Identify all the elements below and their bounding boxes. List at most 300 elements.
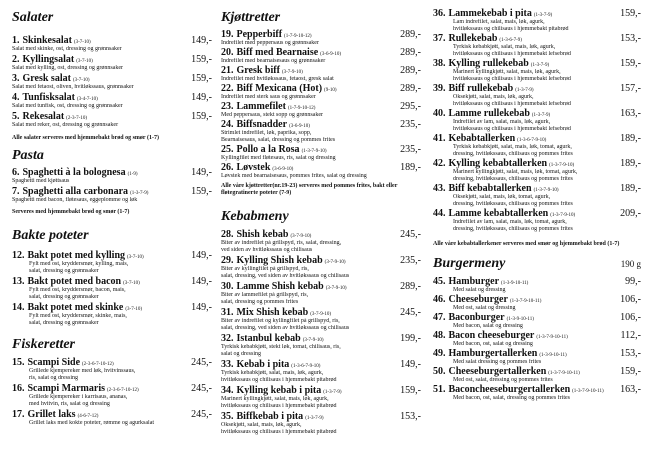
item-name: Lamme kebabtallerken xyxy=(448,208,549,219)
item-name: Bakt potet med kylling xyxy=(27,250,126,261)
item-number: 51. xyxy=(433,384,446,395)
item-codes: (2-3-6-7-10-12) xyxy=(82,362,114,367)
item-name: Pepperbiff xyxy=(236,29,283,40)
item-name: Gresk biff xyxy=(236,65,280,76)
item-description: Fylt med ost, kryddersmør, bacon, mais, xyxy=(29,287,126,293)
item-description: Med salat og dressing xyxy=(453,287,506,293)
menu-column-3 xyxy=(433,8,641,402)
item-codes: (1-3-7-9-10) xyxy=(549,163,575,168)
section-note: Serveres med hjemmebakt brød og smør (1-7) xyxy=(12,209,130,215)
item-codes: (3-6-9-10) xyxy=(320,52,341,57)
menu-item xyxy=(221,359,421,384)
item-name: Tunfisksalat xyxy=(22,92,75,103)
item-number: 50. xyxy=(433,366,446,377)
menu-item xyxy=(433,348,641,366)
item-number: 44. xyxy=(433,208,446,219)
item-name: Baconcheeseburgertallerken xyxy=(448,384,571,395)
item-name: Kylling rullekebab xyxy=(448,58,529,69)
item-codes: (3-7-9-10) xyxy=(325,286,347,291)
item-name: Grillet laks xyxy=(27,409,76,420)
item-description: Fylt med ost, kryddersmør, kylling, mais, xyxy=(29,261,129,267)
item-price: 159,- xyxy=(191,73,212,84)
item-codes: (3-4-7-10) xyxy=(76,97,98,102)
item-codes: (1-3-7-9-10) xyxy=(301,149,327,154)
item-price: 295,- xyxy=(400,101,421,112)
item-description: Tyrkisk kebabkjøtt, salat, mais, løk, tomat, agurk, xyxy=(453,144,572,150)
item-description: salat, dressing og grønnsaker xyxy=(29,294,99,300)
item-description: Oksekjøtt, salat, mais, løk, tomat, agurk, xyxy=(453,194,551,200)
item-number: 33. xyxy=(221,359,234,370)
item-price: 159,- xyxy=(400,385,421,396)
menu-item xyxy=(433,384,641,402)
menu-item xyxy=(433,83,641,108)
section-title-kjottretter: Kjøttretter xyxy=(221,10,281,25)
menu-item xyxy=(12,73,212,91)
menu-item xyxy=(221,47,421,65)
menu-item xyxy=(221,307,421,332)
menu-item xyxy=(433,133,641,158)
item-price: 159,- xyxy=(620,366,641,377)
item-description: hvitløkssaus og chilisaus i hjemmebakt pitabrød xyxy=(453,26,569,32)
item-description: Indrefilet med peppersaus og grønnsaker xyxy=(221,40,319,46)
section-title-kebabmeny: Kebabmeny xyxy=(221,209,289,224)
item-price: 289,- xyxy=(400,83,421,94)
item-number: 46. xyxy=(433,294,446,305)
item-price: 159,- xyxy=(191,186,212,197)
item-number: 20. xyxy=(221,47,234,58)
item-name: Biff med Bearnaise xyxy=(236,47,319,58)
item-description: Med bacon, salat og dressing xyxy=(453,323,523,329)
menu-item xyxy=(433,294,641,312)
item-description: Løvstek med bearnaisesaus, pommes frites, salat og dressing xyxy=(221,173,367,179)
burger-heading-row xyxy=(433,256,641,272)
item-description: Spaghetti med bacon, fløtesaus, eggeplomme og løk xyxy=(12,197,138,203)
item-description: Grillede kjempereker med løk, hvitvinssaus, xyxy=(29,368,136,374)
item-codes: (1-9) xyxy=(127,172,138,177)
item-codes: (1-3-7-9-10) xyxy=(550,213,576,218)
item-description: hvitløkssaus og chilisaus i hjemmebakt pitabrød xyxy=(221,429,337,435)
item-description: dressing, hvitløkssaus, chilisaus og pommes frites xyxy=(453,201,573,207)
item-name: Løvstek xyxy=(236,162,271,173)
item-name: Spaghetti alla carbonara xyxy=(22,186,129,197)
item-number: 26. xyxy=(221,162,234,173)
item-price: 149,- xyxy=(191,167,212,178)
item-number: 48. xyxy=(433,330,446,341)
item-name: Bacon cheeseburger xyxy=(448,330,535,341)
item-price: 199,- xyxy=(400,333,421,344)
item-description: Spaghetti med kjøttsaus xyxy=(12,178,70,184)
item-number: 12. xyxy=(12,250,25,261)
item-description: Fylt med ost, kryddersmør, skinke, mais, xyxy=(29,313,127,319)
menu-item xyxy=(433,108,641,133)
item-name: Biff kebabtallerken xyxy=(448,183,532,194)
item-name: Biffkebab i pita xyxy=(236,411,304,422)
menu-item xyxy=(433,366,641,384)
item-description: dressing, hvitløkssaus, chilisaus og pommes frites xyxy=(453,226,573,232)
item-price: 149,- xyxy=(400,359,421,370)
item-price: 289,- xyxy=(400,29,421,40)
item-price: 112,- xyxy=(620,330,641,341)
item-codes: (4-6-7-12) xyxy=(77,414,99,419)
item-description: Med peppersaus, stekt sopp og grønnsaker xyxy=(221,112,323,118)
item-name: Pollo a la Rosa xyxy=(236,144,300,155)
item-number: 36. xyxy=(433,8,446,19)
section-title-fiskeretter: Fiskeretter xyxy=(12,337,75,352)
item-number: 5. xyxy=(12,111,20,122)
item-description: salat, dressing og grønnsaker xyxy=(29,320,99,326)
item-number: 30. xyxy=(221,281,234,292)
menu-item xyxy=(433,208,641,233)
item-description: Oksekjøtt, salat, mais, løk, agurk, xyxy=(221,422,302,428)
item-description: Biter av lammefilet på grillspyd, ris, xyxy=(221,292,309,298)
item-name: Mix Shish kebab xyxy=(236,307,309,318)
item-number: 29. xyxy=(221,255,234,266)
item-name: Kylling kebab i pita xyxy=(236,385,322,396)
menu-item xyxy=(12,302,212,327)
item-name: Kebabtallerken xyxy=(448,133,516,144)
menu-item xyxy=(221,162,421,180)
item-description: Salat med tunfisk, ost, dressing og grønnsaker xyxy=(12,103,123,109)
item-name: Lammekebab i pita xyxy=(448,8,532,19)
item-description: Med bacon, ost, salat og dressing xyxy=(453,341,533,347)
section-title-salater: Salater xyxy=(12,10,54,25)
item-codes: (1-3-6-7-9-10) xyxy=(291,364,321,369)
menu-item xyxy=(221,229,421,254)
item-codes: (1-3-9-10-11) xyxy=(539,353,567,358)
item-description: Lam indrefilet, salat, mais, løk, agurk, xyxy=(453,19,545,25)
item-number: 34. xyxy=(221,385,234,396)
item-codes: (3-7-9-10) xyxy=(324,260,346,265)
item-name: Kyllingsalat xyxy=(22,54,75,65)
item-price: 245,- xyxy=(191,383,212,394)
item-description: salat, dressing, ved siden av hvitløkssaus og chilisaus xyxy=(221,325,350,331)
section-note: Alle salater serveres med hjemmebakt brød og smør (1-7) xyxy=(12,135,159,141)
item-price: 245,- xyxy=(191,357,212,368)
item-name: Lammefilet xyxy=(236,101,286,112)
item-codes: (1-3-6-7-9-10) xyxy=(517,138,547,143)
item-codes: (1-3-7-9) xyxy=(305,416,324,421)
item-name: Kylling kebabtallerken xyxy=(448,158,548,169)
section-salater xyxy=(12,35,212,142)
item-price: 149,- xyxy=(191,302,212,313)
item-price: 153,- xyxy=(620,348,641,359)
item-price: 159,- xyxy=(620,58,641,69)
item-codes: (3-7-10) xyxy=(125,307,143,312)
section-bakte-poteter xyxy=(12,250,212,327)
item-description: Indrefilet med bearnaisesaus og grønnsaker xyxy=(221,58,326,64)
menu-item xyxy=(433,183,641,208)
item-description: Marinert kyllingkjøtt, salat, mais, løk, agurk, xyxy=(221,396,329,402)
item-description: Indrefilet med sterk saus og grønnsaker xyxy=(221,94,316,100)
item-price: 106,- xyxy=(620,294,641,305)
item-codes: (1-3-7-9) xyxy=(533,13,553,18)
item-number: 47. xyxy=(433,312,446,323)
item-name: Biff rullekebab xyxy=(448,83,514,94)
item-price: 149,- xyxy=(191,92,212,103)
item-number: 39. xyxy=(433,83,446,94)
menu-item xyxy=(12,54,212,72)
item-price: 189,- xyxy=(620,183,641,194)
item-name: Hamburger xyxy=(448,276,500,287)
item-codes: (3-7-9-10) xyxy=(281,70,303,75)
item-name: Baconburger xyxy=(448,312,505,323)
menu-item xyxy=(433,8,641,33)
item-name: Istanbul kebab xyxy=(236,333,301,344)
item-price: 149,- xyxy=(191,35,212,46)
item-name: Shish kebab xyxy=(236,229,289,240)
item-price: 289,- xyxy=(400,65,421,76)
item-name: Rekesalat xyxy=(22,111,65,122)
item-price: 245,- xyxy=(400,229,421,240)
item-number: 49. xyxy=(433,348,446,359)
item-price: 153,- xyxy=(400,411,421,422)
item-name: Biffsnadder xyxy=(236,119,288,130)
burger-weight: 190 g xyxy=(620,259,641,269)
item-codes: (1-3-7-9-10-11) xyxy=(536,335,568,340)
menu-item xyxy=(12,186,212,204)
item-price: 159,- xyxy=(191,111,212,122)
item-description: salat, dressing og grønnsaker xyxy=(29,268,99,274)
menu-item xyxy=(12,167,212,185)
item-description: Med ost, salat, dressing og pommes frites xyxy=(453,377,553,383)
item-description: Tyrkisk kebabkjøtt, salat, mais, løk, agurk, xyxy=(221,370,324,376)
item-description: Salat med fetaost, oliven, hvitløkssaus, grønnsaker xyxy=(12,84,134,90)
item-codes: (2-3-6-7-10-12) xyxy=(107,388,139,393)
item-price: 163,- xyxy=(620,384,641,395)
item-codes: (3-7-9-10) xyxy=(290,234,312,239)
item-number: 40. xyxy=(433,108,446,119)
section-note: Alle våre kjøttretter(nr.19-23) serveres med pommes frites, bakt eller fløtegratinerte poteter (7-9) xyxy=(221,183,398,196)
section-kjottretter xyxy=(221,29,421,197)
section-kebabmeny xyxy=(221,229,421,436)
menu-item xyxy=(12,250,212,275)
item-name: Lamme Shish kebab xyxy=(236,281,324,292)
item-description: hvitløkssaus og chilisaus i hjemmebakt pitabrød xyxy=(221,403,337,409)
item-description: Salat med reker, ost, dressing og grønnsaker xyxy=(12,122,119,128)
item-number: 28. xyxy=(221,229,234,240)
menu-item xyxy=(12,357,212,382)
item-number: 35. xyxy=(221,411,234,422)
section-note: Alle våre kebabtallerkener serveres med smør og hjemmebakt brød (1-7) xyxy=(433,241,620,247)
item-name: Scampi Side xyxy=(27,357,81,368)
item-number: 4. xyxy=(12,92,20,103)
item-number: 2. xyxy=(12,54,20,65)
item-price: 157,- xyxy=(620,83,641,94)
item-price: 99,- xyxy=(625,276,641,287)
section-title-bakte-poteter: Bakte poteter xyxy=(12,228,89,243)
item-price: 245,- xyxy=(191,409,212,420)
item-codes: (1-3-7-9-10-11) xyxy=(572,389,604,394)
item-description: Salat med skinke, ost, dressing og grønnsaker xyxy=(12,46,122,52)
section-title-pasta: Pasta xyxy=(12,148,44,163)
item-codes: (3-6-9-10) xyxy=(272,167,294,172)
item-description: Biter av kyllingfilet på grillspyd, ris, xyxy=(221,266,309,272)
item-description: Oksekjøtt, salat, mais, løk, agurk, xyxy=(453,94,534,100)
menu-item xyxy=(221,101,421,119)
item-number: 22. xyxy=(221,83,234,94)
menu-item xyxy=(221,411,421,436)
item-price: 106,- xyxy=(620,312,641,323)
item-description: salat, dressing, ved siden av hvitløkssaus og chilisaus xyxy=(221,273,350,279)
item-codes: (3-7-9-10) xyxy=(302,338,324,343)
item-description: Med ost, salat og dressing xyxy=(453,305,516,311)
item-description: Marinert kyllingkjøtt, salat, mais, løk, tomat, agurk, xyxy=(453,169,578,175)
item-codes: (3-6-9-10) xyxy=(289,124,310,129)
item-description: Tyrkisk kebabkjøtt, salat, mais, løk, agurk, xyxy=(453,44,556,50)
item-codes: (3-7-9-10) xyxy=(310,312,332,317)
item-number: 45. xyxy=(433,276,446,287)
section-kebab-continued xyxy=(433,8,641,248)
item-description: med hvitvin, ris, salat og dressing xyxy=(29,401,110,407)
item-description: Bearnaisesaus, salat, dressing og pommes frites xyxy=(221,137,336,143)
section-fiskeretter xyxy=(12,357,212,427)
item-description: Grillet laks med kokte poteter, rømme og agurksalat xyxy=(29,420,155,426)
item-number: 37. xyxy=(433,33,446,44)
item-price: 209,- xyxy=(620,208,641,219)
item-name: Kebab i pita xyxy=(236,359,290,370)
item-number: 21. xyxy=(221,65,234,76)
item-price: 149,- xyxy=(191,250,212,261)
item-number: 23. xyxy=(221,101,234,112)
item-price: 159,- xyxy=(191,54,212,65)
item-description: Kyllingfilet med fløtesaus, ris, salat og dressing xyxy=(221,155,336,161)
menu-item xyxy=(12,383,212,408)
item-description: hvitløkssaus og chilisaus i hjemmebakt lefsebrød xyxy=(453,126,571,132)
item-codes: (1-3-7-9) xyxy=(323,390,342,395)
item-number: 25. xyxy=(221,144,234,155)
item-description: Indrefilet med hvitløkssaus, fetaost, gresk salat xyxy=(221,76,334,82)
item-codes: (1-3-7-9) xyxy=(531,113,551,118)
item-name: Lamme rullekebab xyxy=(448,108,530,119)
menu-item xyxy=(433,58,641,83)
menu-item xyxy=(433,276,641,294)
item-codes: (1-7-9-10-12) xyxy=(284,34,312,39)
item-description: Biter av indrefilet på grillspyd, ris, salat, dressing, xyxy=(221,240,342,246)
item-description: hvitløkssaus og chilisaus i hjemmebakt pitabrød xyxy=(221,377,337,383)
menu-item xyxy=(12,111,212,129)
item-price: 163,- xyxy=(620,108,641,119)
item-number: 3. xyxy=(12,73,20,84)
item-description: hvitløkssaus og chilisaus i hjemmebakt lefsebrød xyxy=(453,76,571,82)
item-description: hvitløkssaus og chilisaus i hjemmebakt lefsebrød xyxy=(453,51,571,57)
menu-item xyxy=(12,276,212,301)
item-name: Skinkesalat xyxy=(22,35,72,46)
item-price: 235,- xyxy=(400,255,421,266)
item-codes: (1-3-7-9) xyxy=(515,88,534,93)
menu-item xyxy=(221,83,421,101)
item-price: 189,- xyxy=(620,133,641,144)
item-codes: (1-3-7-9) xyxy=(130,191,149,196)
item-codes: (3-7-10) xyxy=(123,281,140,286)
item-description: Indrefilet av lam, salat, mais, løk, agurk, xyxy=(453,119,551,125)
menu-item xyxy=(12,409,212,427)
item-description: Tyrkisk kebabkjøtt, stekt løk, tomat, chilisaus, ris, xyxy=(221,344,341,350)
item-name: Bakt potet med bacon xyxy=(27,276,122,287)
item-description: salat, dressing og pommes frites xyxy=(221,299,299,305)
item-codes: (1-3-9-10-11) xyxy=(501,281,529,286)
section-burgermeny xyxy=(433,276,641,402)
menu-item xyxy=(433,33,641,58)
menu-item xyxy=(433,312,641,330)
item-number: 38. xyxy=(433,58,446,69)
menu-column-2 xyxy=(221,10,421,437)
item-codes: (3-7-10) xyxy=(127,255,144,260)
item-description: salat og dressing xyxy=(221,351,261,357)
menu-item xyxy=(12,92,212,110)
section-pasta xyxy=(12,167,212,216)
item-name: Kylling Shish kebab xyxy=(236,255,323,266)
menu-item xyxy=(221,333,421,358)
menu-item xyxy=(221,65,421,83)
menu-item xyxy=(12,35,212,53)
item-price: 159,- xyxy=(620,8,641,19)
item-number: 15. xyxy=(12,357,25,368)
item-codes: (3-7-10) xyxy=(73,40,91,45)
item-name: Cheeseburger xyxy=(448,294,508,305)
item-description: Med bacon, ost, salat, dressing og pommes frites xyxy=(453,395,570,401)
item-codes: (1-3-7-9) xyxy=(530,63,550,68)
item-number: 41. xyxy=(433,133,446,144)
item-codes: (1-3-6-7-9) xyxy=(499,38,522,43)
menu-column-1 xyxy=(12,10,212,428)
item-name: Spaghetti à la bolognesa xyxy=(22,167,126,178)
item-codes: (9-10) xyxy=(324,88,337,93)
item-number: 13. xyxy=(12,276,25,287)
item-price: 235,- xyxy=(400,144,421,155)
item-number: 32. xyxy=(221,333,234,344)
item-description: hvitløkssaus og chilisaus i hjemmebakt lefsebrød xyxy=(453,101,571,107)
item-codes: (1-3-9-10-11) xyxy=(506,317,534,322)
item-price: 149,- xyxy=(191,276,212,287)
item-codes: (2-3-7-10) xyxy=(66,116,87,121)
item-name: Cheeseburgertallerken xyxy=(448,366,547,377)
item-description: dressing, hvitløkssaus, chilisaus og pommes frites xyxy=(453,151,573,157)
item-number: 17. xyxy=(12,409,25,420)
menu-item xyxy=(221,119,421,144)
item-description: Marinert kyllingkjøtt, salat, mais, løk, agurk, xyxy=(453,69,561,75)
item-number: 14. xyxy=(12,302,25,313)
item-price: 153,- xyxy=(620,33,641,44)
item-description: Med salat dressing og pommes frites xyxy=(453,359,542,365)
item-number: 7. xyxy=(12,186,20,197)
section-title-burgermeny: Burgermeny xyxy=(433,256,506,271)
item-number: 16. xyxy=(12,383,25,394)
item-codes: (1-3-7-9-10-11) xyxy=(509,299,542,304)
item-description: Strimlet indrefilet, løk, paprika, sopp, xyxy=(221,130,312,136)
item-name: Biff Mexicana (Hot) xyxy=(236,83,323,94)
item-number: 1. xyxy=(12,35,20,46)
menu-item xyxy=(433,330,641,348)
menu-item xyxy=(433,158,641,183)
menu-item xyxy=(221,144,421,162)
item-name: Bakt potet med skinke xyxy=(27,302,124,313)
item-number: 6. xyxy=(12,167,20,178)
item-codes: (1-3-7-9-10) xyxy=(533,188,559,193)
item-number: 24. xyxy=(221,119,234,130)
item-name: Rullekebab xyxy=(448,33,498,44)
item-codes: (3-7-10) xyxy=(76,59,93,64)
item-price: 289,- xyxy=(400,47,421,58)
item-description: Indrefilet av lam, salat, mais, løk, tomat, agurk, xyxy=(453,219,567,225)
item-description: ved siden av hvitløkssaus og chilisaus xyxy=(221,247,313,253)
item-price: 245,- xyxy=(400,307,421,318)
menu-item xyxy=(221,385,421,410)
item-number: 31. xyxy=(221,307,234,318)
item-description: dressing, hvitløkssaus, chilisaus og pommes frites xyxy=(453,176,573,182)
item-price: 235,- xyxy=(400,119,421,130)
item-number: 43. xyxy=(433,183,446,194)
item-codes: (1-7-9-10-12) xyxy=(287,106,316,111)
